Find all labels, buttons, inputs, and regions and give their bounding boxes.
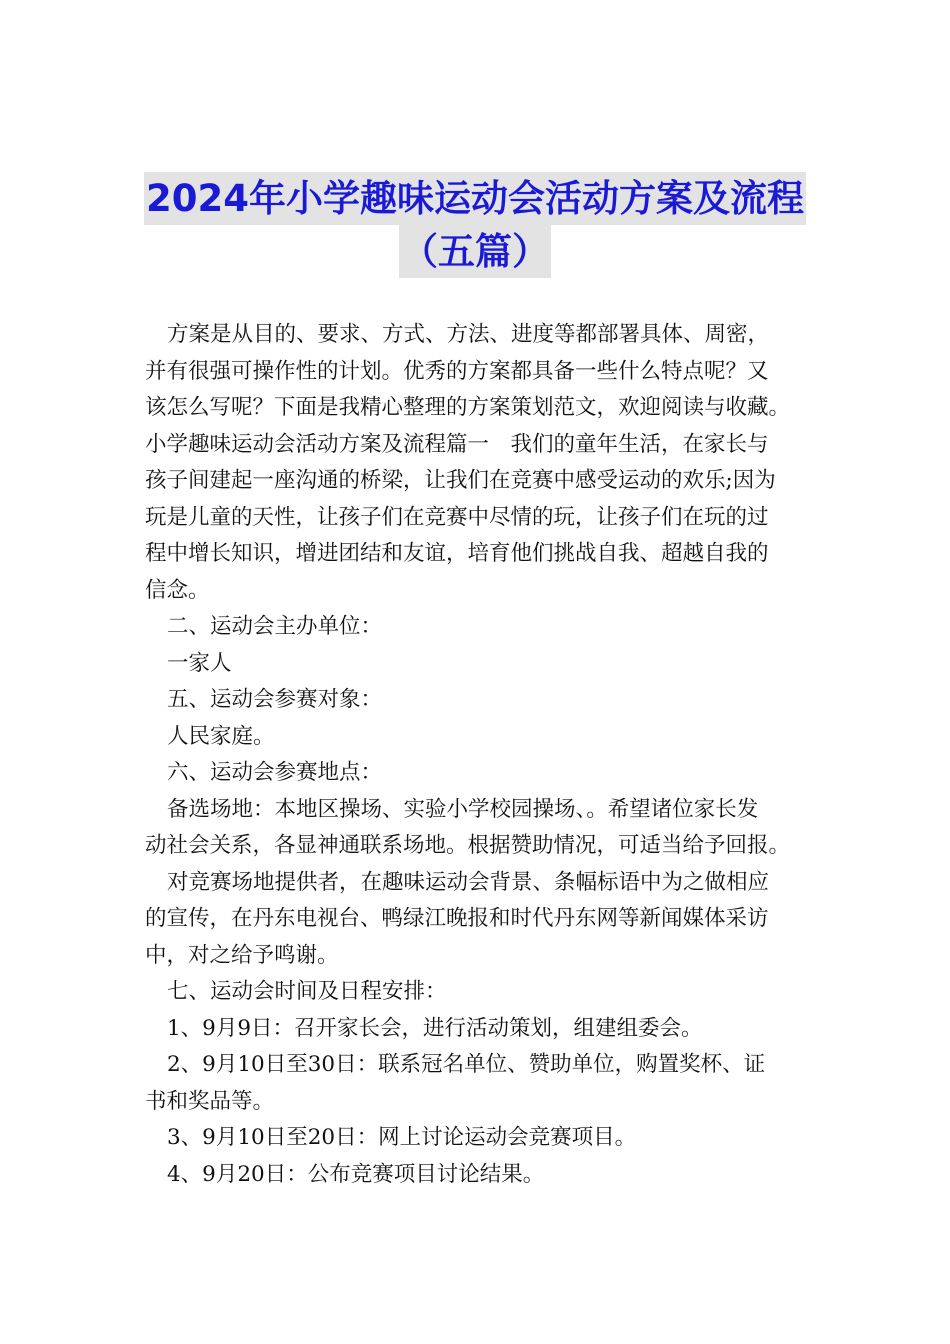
document-body: [145, 317, 810, 1193]
body-line: 方案是从目的、要求、方式、方法、进度等都部署具体、周密，: [167, 322, 770, 347]
body-line: 中，对之给予鸣谢。: [145, 942, 339, 968]
section-heading: 七、运动会时间及日程安排：: [167, 979, 447, 1004]
schedule-item: 4、9月20日：公布竞赛项目讨论结果。: [167, 1161, 545, 1187]
body-line: 动社会关系，各显神通联系场地。根据赞助情况，可适当给予回报。: [145, 833, 791, 858]
title-line-2: （五篇）: [399, 225, 551, 278]
body-line: 该怎么写呢？下面是我精心整理的方案策划范文，欢迎阅读与收藏。: [145, 395, 791, 420]
body-line: 程中增长知识，增进团结和友谊，培育他们挑战自我、超越自我的: [145, 541, 769, 566]
schedule-item-continued: 书和奖品等。: [145, 1088, 275, 1114]
schedule-item: 2、9月10日至30日：联系冠名单位、赞助单位，购置奖杯、证: [167, 1052, 766, 1077]
schedule-item: 1、9月9日：召开家长会，进行活动策划，组建组委会。: [167, 1015, 703, 1041]
body-line: 人民家庭。: [167, 723, 275, 749]
body-line: 信念。: [145, 577, 210, 603]
document-title: [0, 172, 950, 278]
body-line: 备选场地：本地区操场、实验小学校园操场、。希望诸位家长发: [167, 796, 759, 822]
section-heading: 二、运动会主办单位：: [167, 614, 383, 639]
schedule-item: 3、9月10日至20日：网上讨论运动会竞赛项目。: [167, 1125, 637, 1150]
body-line: 一家人: [167, 650, 232, 676]
body-line: 的宣传，在丹东电视台、鸭绿江晚报和时代丹东网等新闻媒体采访: [145, 906, 769, 931]
body-line: 小学趣味运动会活动方案及流程篇一 我们的童年生活，在家长与: [145, 431, 769, 457]
body-line: 玩是儿童的天性，让孩子们在竞赛中尽情的玩，让孩子们在玩的过: [145, 504, 769, 530]
body-line: 并有很强可操作性的计划。优秀的方案都具备一些什么特点呢？又: [145, 358, 769, 384]
body-line: 对竞赛场地提供者，在趣味运动会背景、条幅标语中为之做相应: [167, 869, 770, 895]
section-heading: 六、运动会参赛地点：: [167, 760, 383, 785]
section-heading: 五、运动会参赛对象：: [167, 687, 383, 712]
title-line-1: 2024年小学趣味运动会活动方案及流程: [144, 172, 806, 225]
body-line: 孩子间建起一座沟通的桥梁，让我们在竞赛中感受运动的欢乐;因为: [145, 468, 776, 493]
